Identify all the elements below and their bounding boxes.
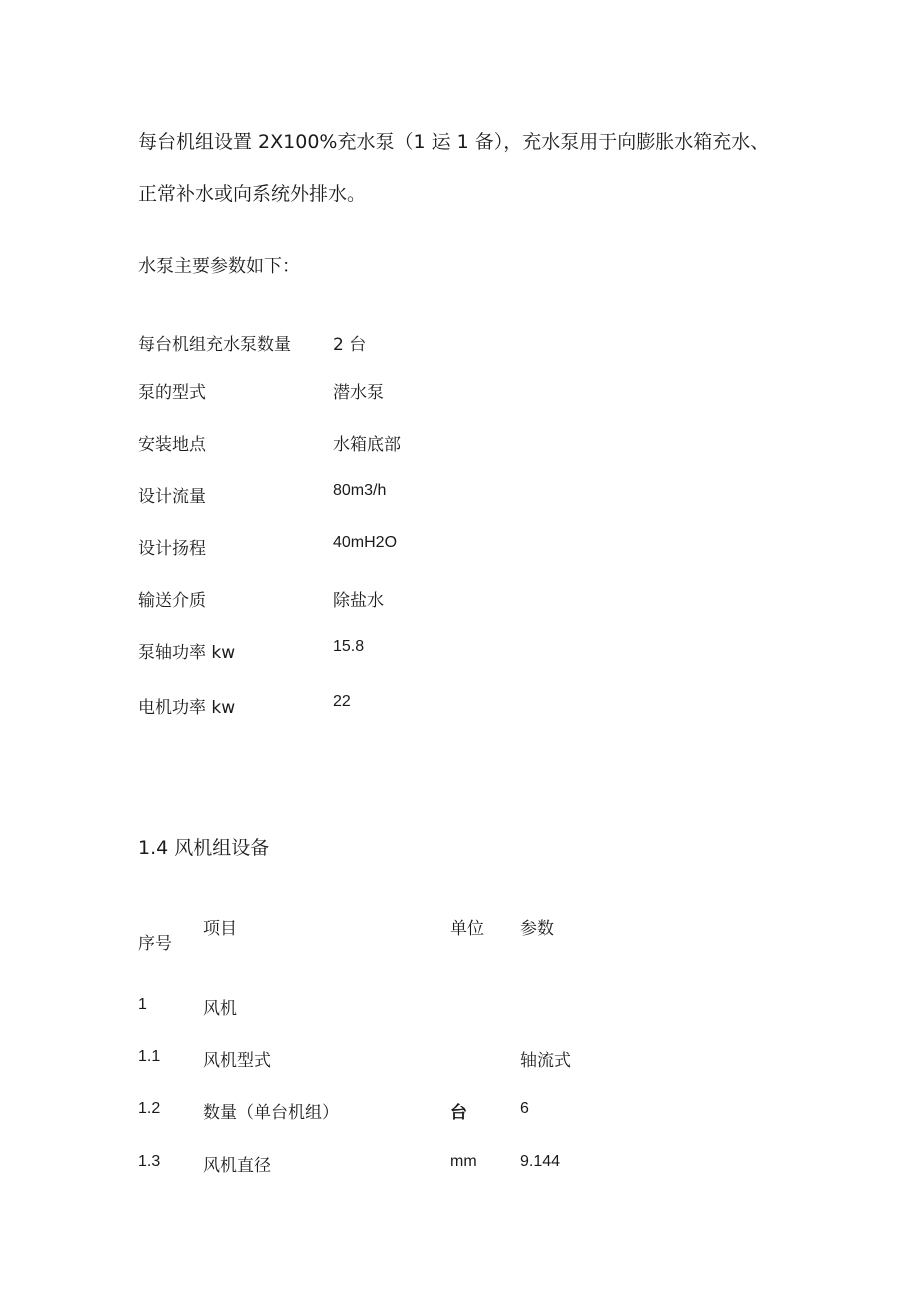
table-header-seq: 序号 [138, 934, 172, 954]
table-header-unit: 单位 [450, 919, 484, 939]
param-value: 15.8 [333, 638, 365, 655]
params-heading: 水泵主要参数如下： [138, 256, 300, 277]
section-heading: 1.4 风机组设备 [138, 837, 270, 859]
param-label: 泵的型式 [138, 383, 206, 403]
param-label: 每台机组充水泵数量 [138, 335, 291, 355]
param-row [138, 378, 638, 408]
param-label: 设计扬程 [138, 539, 206, 559]
param-label: 输送介质 [138, 591, 206, 611]
param-value: 水箱底部 [333, 435, 401, 455]
param-row [138, 330, 638, 360]
table-cell-param: 轴流式 [520, 1051, 571, 1071]
param-label: 泵轴功率 kw [138, 643, 236, 663]
table-cell-item: 风机 [203, 999, 237, 1019]
param-row [138, 482, 638, 512]
table-header-item: 项目 [203, 919, 237, 939]
param-row [138, 586, 638, 616]
table-cell-seq: 1 [138, 996, 147, 1013]
table-cell-item: 风机型式 [203, 1051, 271, 1071]
param-value: 40mH2O [333, 534, 398, 551]
table-cell-item: 数量（单台机组） [203, 1103, 339, 1123]
table-header-param: 参数 [520, 919, 554, 939]
intro-paragraph: 每台机组设置 2X100%充水泵（1 运 1 备），充水泵用于向膨胀水箱充水、正常补水或向系统外排水。 [138, 131, 770, 205]
param-row [138, 430, 638, 460]
table-cell-item: 风机直径 [203, 1156, 271, 1176]
param-value: 2 台 [333, 335, 367, 355]
param-value: 22 [333, 693, 351, 710]
table-cell-param: 9.144 [520, 1153, 561, 1170]
param-label: 电机功率 kw [138, 698, 236, 718]
table-cell-seq: 1.3 [138, 1153, 161, 1170]
table-cell-unit: 台 [450, 1103, 467, 1123]
table-cell-unit: mm [450, 1153, 477, 1170]
param-value: 潜水泵 [333, 383, 384, 403]
param-row [138, 534, 638, 564]
param-value: 除盐水 [333, 591, 384, 611]
param-label: 设计流量 [138, 487, 206, 507]
param-value: 80m3/h [333, 482, 387, 499]
table-cell-seq: 1.2 [138, 1100, 161, 1117]
param-label: 安装地点 [138, 435, 206, 455]
param-row [138, 638, 638, 668]
param-row [138, 693, 638, 723]
table-cell-seq: 1.1 [138, 1048, 161, 1065]
table-cell-param: 6 [520, 1100, 529, 1117]
